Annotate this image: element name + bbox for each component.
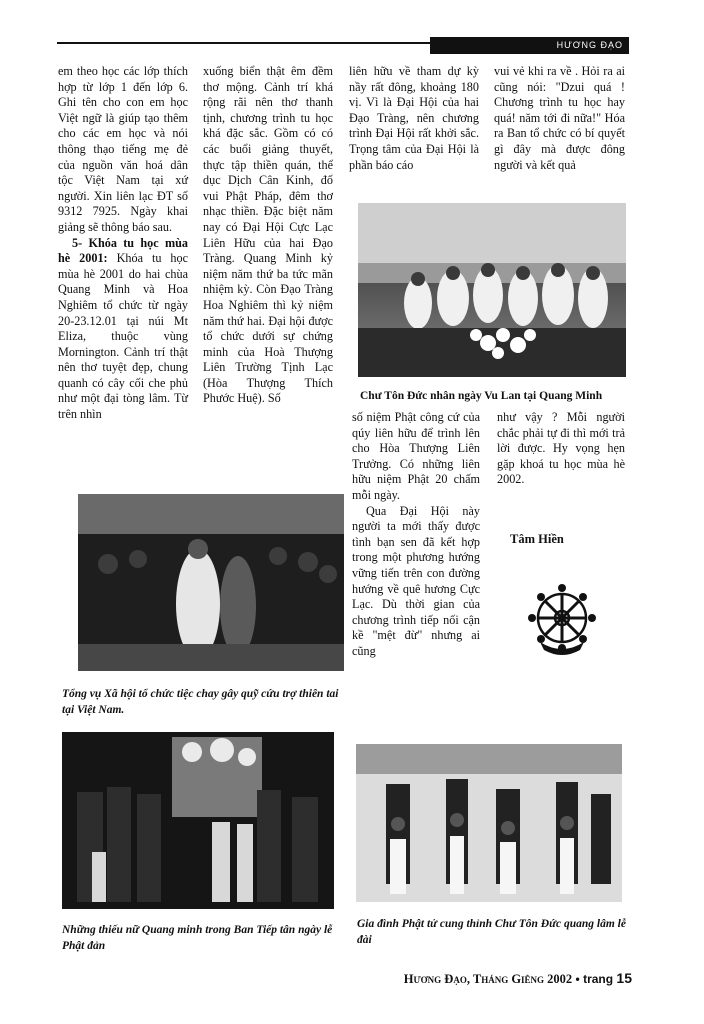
- footer-page-word: trang: [583, 972, 614, 986]
- caption-photo-3: Những thiếu nữ Quang minh trong Ban Tiếp tân ngày lễ Phật đản: [62, 924, 333, 952]
- column-4-bottom: [497, 410, 625, 488]
- author-signature: Tâm Hiền: [510, 532, 564, 546]
- footer-magazine: Hương Đạo, Tháng Giêng 2002: [403, 972, 573, 986]
- col3-bottom-paragraph-2: Qua Đại Hội này người ta mới thấy được tình bạn sen đã kết hợp trong một phương hướng vững tiến trên con đường hướng về quê hương Cực Lạc. Dù thời gian của chương trình tiếp nối cận kề "mệt đừ" nhưng ai cũng: [352, 503, 480, 658]
- caption-photo-1: Chư Tôn Đức nhân ngày Vu Lan tại Quang Minh: [360, 390, 603, 402]
- column-2: [203, 64, 333, 407]
- caption-photo-4: Gia đình Phật tử cung thỉnh Chư Tôn Đức quang lâm lễ đài: [357, 918, 626, 946]
- col1-body: Khóa tu học mùa hè 2001 do hai chùa Quang Minh và Hoa Nghiêm tổ chức từ ngày 20-23.12.01 tại núi Mt Eliza, thuộc vùng Mornington. Cảnh trí thật nên thơ tuyệt đẹp, chung quanh có cây cối che phủ như một đại tòng lâm. Từ trên nhìn: [58, 251, 188, 422]
- photo-monks-vu-lan: [358, 203, 626, 377]
- col4-bottom-paragraph: như vậy ? Mỗi người chắc phải tự đi thì mới trả lời được. Hy vọng hẹn gặp khoá tu học mùa hè 2002.: [497, 410, 625, 487]
- section-tag: HƯƠNG ĐẠO: [430, 37, 629, 54]
- column-3-bottom: [352, 410, 480, 660]
- col2-paragraph: xuống biển thật êm đềm thơ mộng. Cảnh trí khá rộng rãi nên thơ thanh tịnh, chương trình tu học khá đặc sắc. Gồm có có các buổi giảng thuyết, thực tập thiền quán, thể dục Dịch Cân Kinh, đố vui Phật Pháp, đêm thơ nhạc thiền. Đặc biệt năm nay có Đại Hội Cực Lạc Liên Hữu của hai Đạo Tràng. Quang Minh kỷ niệm năm thứ ba tức mãn nhiệm kỳ. Còn Đạo Tràng Hoa Nghiêm thì kỷ niệm năm thứ hai. Đại hội được tổ chức dưới sự chứng minh của Hoà Thượng Liên Trường Tịnh Lạc (Hòa Thượng Thích Phước Huệ). Số: [203, 64, 333, 406]
- caption-photo-2: Tổng vụ Xã hội tổ chức tiệc chay gây quỹ cứu trợ thiên tai tại Việt Nam.: [62, 688, 339, 716]
- page-footer: [392, 970, 632, 987]
- photo-charity-dinner: [78, 494, 344, 671]
- photo-procession: [356, 744, 622, 902]
- column-3-top: [349, 64, 479, 173]
- col1-top-paragraph: em theo học các lớp thích hợp từ lớp 1 đến lớp 6. Ghi tên cho con em học Việt ngữ là giúp tạo thêm cho các em học và nói thông thạo tiếng mẹ đẻ của nguồn văn hoá dân tộc Việt Nam tại xứ người. Xin liên lạc ĐT số 9312 7925. Ngày khai giảng sẽ thông báo sau.: [58, 64, 188, 234]
- photo-reception-girls: [62, 732, 334, 909]
- section-heading: 5- Khóa tu học mùa hè 2001:: [58, 235, 188, 266]
- dharma-wheel-icon: [522, 578, 602, 658]
- column-4-top: [494, 64, 625, 173]
- col1-section-paragraph: [58, 236, 188, 423]
- col3-bottom-paragraph-1: số niệm Phật công cứ của qúy liên hữu để trình lên cho Hòa Thượng Liên Trưởng. Có những liên hữu niệm Phật 20 chấm mỗi ngày.: [352, 410, 480, 502]
- col3-top-paragraph: liên hữu về tham dự kỳ nầy rất đông, khoảng 180 vị. Vì là Đại Hội của hai Đạo Tràng, nên chương trình Đại Hội rất khởi sắc. Trọng tâm của Đại Hội là phần báo cáo: [349, 64, 479, 172]
- footer-bullet: •: [575, 972, 580, 986]
- footer-page-number: 15: [616, 970, 632, 986]
- column-1: [58, 64, 188, 423]
- col4-top-paragraph: vui vẻ khi ra về . Hỏi ra ai cũng nói: "Dzui quá ! Chương trình tu học hay quá! năm tới đi nữa!" Hóa ra Ban tổ chức có bí quyết gì đây mà được đông người và kết quả: [494, 64, 625, 172]
